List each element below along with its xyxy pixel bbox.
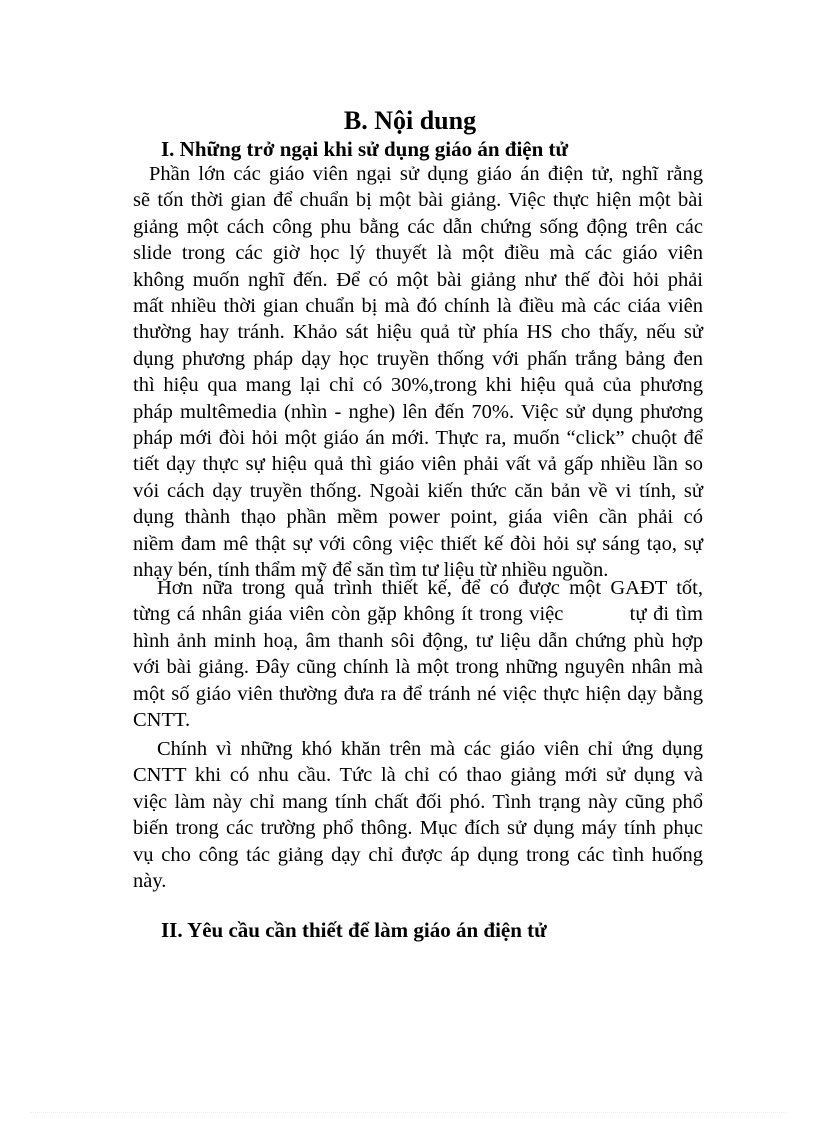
paragraph-line: mất nhiều thời gian chuẩn bị mà đó chính là điều mà các ciáa viên bbox=[133, 295, 703, 318]
paragraph-line: giảng một cách công phu bằng các dẫn chứng sống động trên các bbox=[133, 215, 703, 238]
page-bottom-divider bbox=[30, 1112, 786, 1113]
paragraph-line: hình ảnh minh hoạ, âm thanh sôi động, tư liệu dẫn chứng phù hợp bbox=[133, 629, 703, 652]
paragraph-line: tiết dạy thực sự hiệu quả thì giáo viên phải vất vả gấp nhiều lần so bbox=[133, 453, 703, 476]
paragraph-line: từng cá nhân giáa viên còn gặp không ít trong việc tự đi tìm bbox=[133, 603, 703, 626]
paragraph-line: biến trong các trường phổ thông. Mục đích sử dụng máy tính phục bbox=[133, 817, 703, 840]
document-title: B. Nội dung bbox=[343, 106, 477, 135]
paragraph-line: việc làm này chỉ mang tính chất đối phó. Tình trạng này cũng phổ bbox=[133, 790, 703, 813]
paragraph-line: CNTT. bbox=[133, 709, 191, 732]
paragraph-line: dụng thành thạo phần mềm power point, giáa viên cần phải có bbox=[133, 506, 703, 529]
paragraph-line: với bài giảng. Đây cũng chính là một trong những nguyên nhân mà bbox=[133, 656, 703, 679]
paragraph-line: slide trong các giờ học lý thuyết là một điều mà các giáo viên bbox=[133, 242, 703, 265]
paragraph-line: vói cách dạy truyền thống. Ngoài kiến thức căn bản về vi tính, sử bbox=[133, 479, 703, 502]
paragraph-line: một số giáo viên thường đưa ra để tránh né việc thực hiện dạy bằng bbox=[133, 682, 703, 705]
paragraph-line: pháp multêmedia (nhìn - nghe) lên đến 70%. Việc sử dụng phương bbox=[133, 400, 703, 423]
section-1-heading: I. Những trở ngại khi sử dụng giáo án điện tử bbox=[161, 137, 569, 161]
section-1-paragraph-2 bbox=[133, 575, 703, 733]
paragraph-line: niềm đam mê thật sự với công việc thiết kế đòi hỏi sự sáng tạo, sự bbox=[133, 532, 703, 555]
paragraph-line: CNTT khi có nhu cầu. Tức là chỉ có thao giảng mới sử dụng và bbox=[133, 764, 703, 787]
section-1-paragraph-1 bbox=[133, 161, 703, 584]
paragraph-line: Phần lớn các giáo viên ngại sử dụng giáo án điện tử, nghĩ rằng bbox=[149, 163, 703, 185]
paragraph-line: pháp mới đòi hỏi một giáo án mới. Thực ra, muốn “click” chuột để bbox=[133, 427, 703, 450]
section-2-heading: II. Yêu cầu cần thiết để làm giáo án điện tử bbox=[161, 918, 547, 942]
section-1-paragraph-3 bbox=[133, 736, 703, 894]
paragraph-line: vụ cho công tác giảng dạy chỉ được áp dụng trong các tình huống bbox=[133, 843, 703, 866]
paragraph-line: Chính vì những khó khăn trên mà các giáo viên chỉ ứng dụng bbox=[157, 738, 703, 760]
paragraph-line: thì hiệu qua mang lại chỉ có 30%,trong khi hiệu quả của phương bbox=[133, 374, 703, 397]
paragraph-line: dụng phương pháp dạy học truyền thống với phấn trắng bảng đen bbox=[133, 347, 703, 370]
paragraph-line: này. bbox=[133, 870, 167, 893]
paragraph-line: Hơn nữa trong quá trình thiết kế, để có được một GAĐT tốt, bbox=[157, 577, 703, 599]
paragraph-line: không muốn nghĩ đến. Để có một bài giảng như thế đòi hỏi phải bbox=[133, 268, 703, 291]
paragraph-line: sẽ tốn thời gian để chuẩn bị một bài giảng. Việc thực hiện một bài bbox=[133, 189, 703, 212]
paragraph-line: thường hay tránh. Khảo sát hiệu quả từ phía HS cho thấy, nếu sử bbox=[133, 321, 703, 344]
paragraph-line: nhạy bén, tính thẩm mỹ để săn tìm tư liệu từ nhiều nguồn. bbox=[133, 559, 609, 582]
